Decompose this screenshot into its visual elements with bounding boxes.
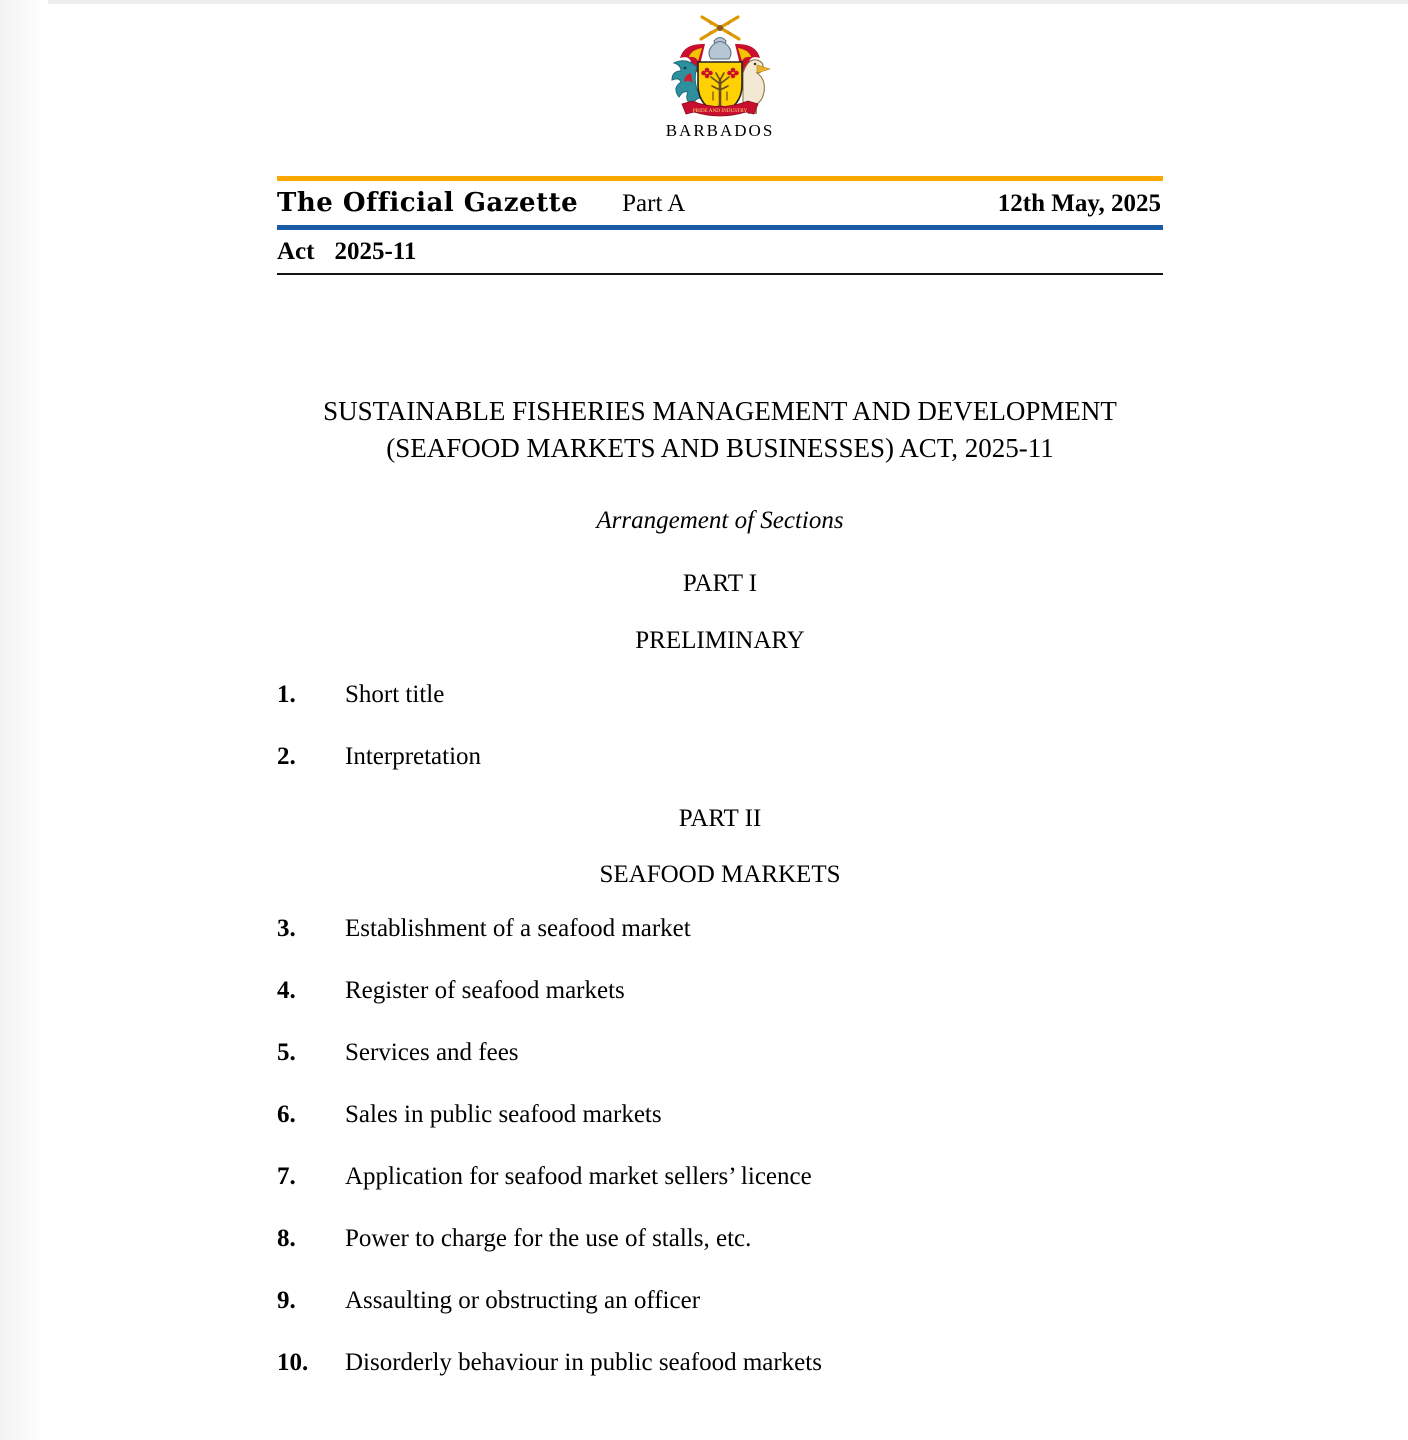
toc-item [277,744,1163,770]
toc-item-number: 1. [277,681,296,708]
crest-motto: PRIDE AND INDUSTRY [692,108,748,114]
toc-item [277,916,1163,942]
page-content [277,0,1163,1376]
toc-item [277,1164,1163,1190]
toc-item [277,1350,1163,1376]
dolphin-supporter [672,61,701,105]
toc-item-number: 6. [277,1101,296,1128]
toc-item-title: Disorderly behaviour in public seafood markets [345,1349,822,1376]
barbados-coat-of-arms-icon [664,10,776,118]
act-label: Act [277,238,315,265]
black-rule [277,273,1163,275]
toc-item-number: 9. [277,1287,296,1314]
document-title [277,393,1163,467]
toc-item-number: 2. [277,743,296,770]
toc-item [277,1102,1163,1128]
toc-item-number: 5. [277,1039,296,1066]
toc-item-title: Assaulting or obstructing an officer [345,1287,701,1314]
toc-item-title: Short title [345,681,445,708]
toc-item-number: 10. [277,1349,309,1376]
act-line [277,230,1163,273]
part-label: Part A [622,190,686,217]
toc-item-title: Power to charge for the use of stalls, etc. [345,1225,752,1252]
page-left-edge [0,0,48,1440]
toc-item-title: Interpretation [345,743,482,770]
part-heading: PART I [682,570,758,597]
toc-item [277,978,1163,1004]
part-heading: PART II [678,805,762,832]
toc-item [277,682,1163,708]
toc-item [277,1226,1163,1252]
toc-item-title: Application for seafood market sellers’ licence [345,1163,812,1190]
country-label: BARBADOS [665,121,775,140]
toc-item [277,1288,1163,1314]
toc-item [277,1040,1163,1066]
crest-block [277,0,1163,139]
issue-date: 12th May, 2025 [997,190,1161,217]
toc-item-title: Establishment of a seafood market [345,915,691,942]
toc-item-title: Services and fees [345,1039,519,1066]
toc-item-number: 4. [277,977,296,1004]
masthead [277,181,1163,225]
toc-item-number: 8. [277,1225,296,1252]
toc-item-number: 7. [277,1163,296,1190]
part-subheading: SEAFOOD MARKETS [599,861,841,888]
toc-item-number: 3. [277,915,296,942]
title-line-1: SUSTAINABLE FISHERIES MANAGEMENT AND DEVELOPMENT [323,396,1117,426]
arrangement-heading: Arrangement of Sections [596,507,844,534]
toc-item-title: Sales in public seafood markets [345,1101,662,1128]
toc-item-title: Register of seafood markets [345,977,625,1004]
part-subheading: PRELIMINARY [635,627,805,654]
gazette-title: The Official Gazette [277,188,579,218]
title-line-2: (SEAFOOD MARKETS AND BUSINESSES) ACT, 2025-11 [386,433,1054,463]
act-number: 2025-11 [334,238,417,265]
